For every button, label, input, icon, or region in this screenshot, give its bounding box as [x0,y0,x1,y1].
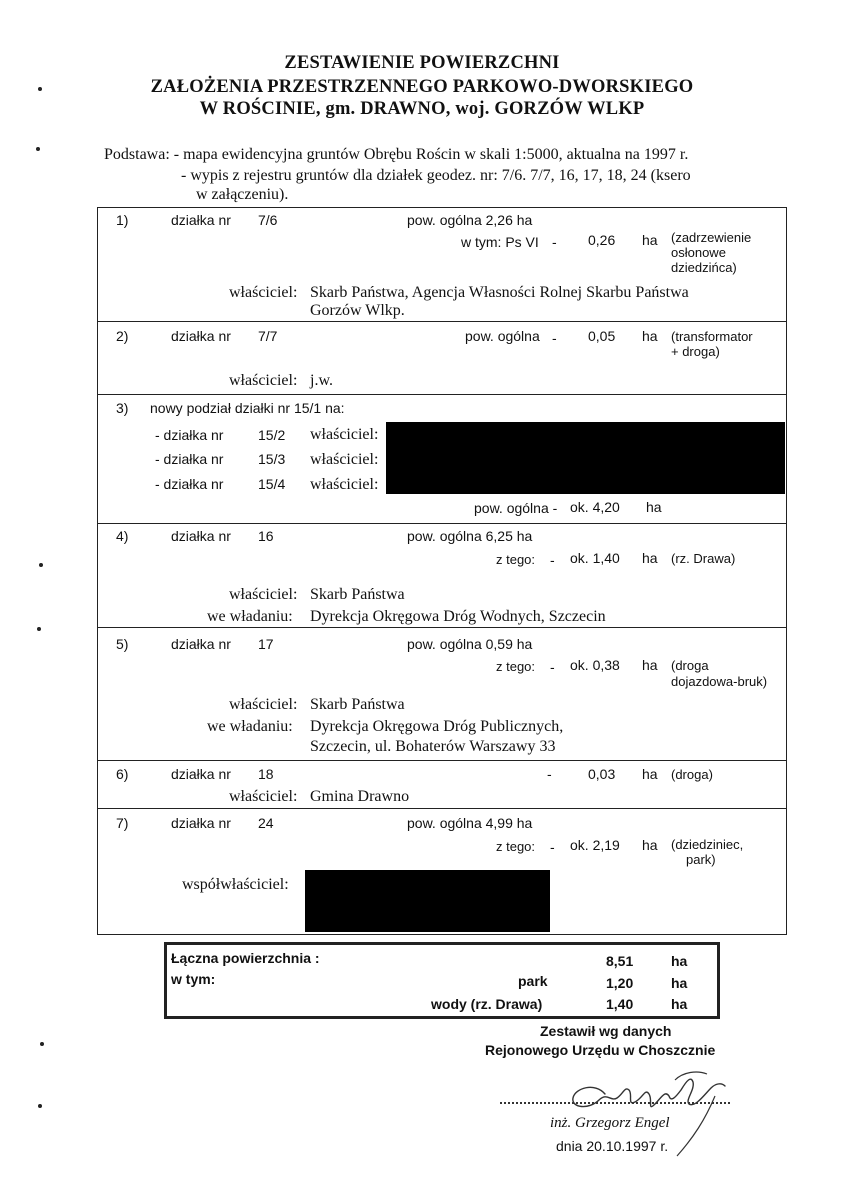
parcel-number: 16 [258,528,274,544]
owner-label: właściciel: [229,372,298,389]
total-area-value: 8,51 [606,953,634,969]
row-divider [97,523,787,524]
subparcel-label: - działka nr [155,451,224,467]
row-divider [97,808,787,809]
owner-name: Skarb Państwa, Agencja Własności Rolnej Skarbu Państwa [310,284,689,301]
owner-name: Skarb Państwa [310,696,405,713]
total-area: pow. ogólna 4,99 ha [407,815,533,831]
entry-number: 5) [116,636,129,652]
sub-area-label: z tego: [496,659,536,674]
owner-name: Gmina Drawno [310,788,410,805]
park-label: park [518,973,548,989]
owner-label: właściciel: [310,451,379,468]
margin-dot [37,627,41,631]
parcel-label: działka nr [171,528,231,544]
title-line-3: W ROŚCINIE, gm. DRAWNO, woj. GORZÓW WLKP [199,99,645,119]
margin-dot [40,1042,44,1046]
subparcel-label: - działka nr [155,476,224,492]
note: (droga [671,658,709,673]
unit: ha [671,953,688,969]
dash: - [550,659,555,675]
basis-line-3: w załączeniu). [196,186,289,203]
row-divider [97,627,787,628]
dash: - [550,839,555,855]
entry-number: 7) [116,815,129,831]
total-area: pow. ogólna 6,25 ha [407,528,533,544]
unit: ha [646,499,662,515]
unit: ha [671,996,688,1012]
owner-name: Gorzów Wlkp. [310,302,405,319]
unit: ha [642,232,658,248]
unit: ha [642,328,658,344]
entry-number: 4) [116,528,129,544]
total-area: pow. ogólna 0,59 ha [407,636,533,652]
note: + droga) [671,344,720,359]
manager-name: Dyrekcja Okręgowa Dróg Publicznych, [310,718,564,735]
margin-dot [38,1104,42,1108]
park-value: 1,20 [606,975,634,991]
water-value: 1,40 [606,996,634,1012]
basis-line-1: Podstawa: - mapa ewidencyjna gruntów Obrębu Rościn w skali 1:5000, aktualna na 1997 r. [104,146,689,163]
owner-label: właściciel: [229,788,298,805]
parcel-label: działka nr [171,328,231,344]
unit: ha [642,657,658,673]
owner-label: właściciel: [229,586,298,603]
entry-number: 2) [116,328,129,344]
note: osłonowe [671,245,726,260]
total-area-label: pow. ogólna [465,328,540,344]
note: (transformator [671,329,753,344]
dash: - [550,552,555,568]
margin-dot [36,147,40,151]
total-area-label: pow. ogólna - [474,500,558,516]
note: (dziedziniec, [671,837,744,852]
dash: - [552,234,557,250]
margin-dot [39,563,43,567]
redacted-owners [386,422,785,494]
entry-number: 1) [116,212,129,228]
parcel-number: 7/6 [258,212,278,228]
sub-area-label: w tym: Ps VI [461,234,539,250]
unit: ha [642,766,658,782]
sub-area-value: ok. 0,38 [570,657,620,673]
manager-label: we władaniu: [207,718,293,735]
note: dziedzińca) [671,260,737,275]
sub-area-value: ok. 1,40 [570,550,620,566]
note: (rz. Drawa) [671,551,736,566]
subparcel-label: - działka nr [155,427,224,443]
subparcel-number: 15/4 [258,476,286,492]
manager-name: Dyrekcja Okręgowa Dróg Wodnych, Szczecin [310,608,606,625]
unit: ha [642,550,658,566]
parcel-number: 24 [258,815,274,831]
unit: ha [671,975,688,991]
manager-name: Szczecin, ul. Bohaterów Warszawy 33 [310,738,556,755]
parcel-number: 18 [258,766,274,782]
note: (droga) [671,767,713,782]
signature-date: dnia 20.10.1997 r. [556,1138,669,1154]
sub-area-value: ok. 2,19 [570,837,620,853]
dash: - [547,766,552,782]
title-line-1: ZESTAWIENIE POWIERZCHNI [284,53,560,73]
entry-number: 6) [116,766,129,782]
owner-label: właściciel: [229,696,298,713]
parcel-number: 7/7 [258,328,278,344]
sub-area-value: 0,26 [588,232,616,248]
area-value: ok. 4,20 [570,499,620,515]
entry-number: 3) [116,400,129,416]
note: dojazdowa-bruk) [671,674,768,689]
parcel-label: działka nr [171,212,231,228]
sub-area-label: z tego: [496,552,536,567]
sub-area-label: z tego: [496,839,536,854]
subparcel-number: 15/2 [258,427,286,443]
compiled-by-line-2: Rejonowego Urzędu w Choszcznie [485,1042,716,1058]
unit: ha [642,837,658,853]
area-value: 0,05 [588,328,616,344]
compiled-by-line-1: Zestawił wg danych [540,1023,672,1039]
owner-label: właściciel: [310,426,379,443]
parcel-label: działka nr [171,815,231,831]
subdivision-heading: nowy podział działki nr 15/1 na: [150,400,345,416]
parcel-label: działka nr [171,636,231,652]
signature-line [500,1102,730,1104]
owner-label: właściciel: [310,476,379,493]
parcel-label: działka nr [171,766,231,782]
redacted-co-owners [305,870,550,932]
owner-name: j.w. [310,372,333,389]
row-divider [97,760,787,761]
co-owner-label: współwłaściciel: [182,876,289,893]
parcel-number: 17 [258,636,274,652]
note: (zadrzewienie [671,230,752,245]
of-which-label: w tym: [171,971,216,987]
title-line-2: ZAŁOŻENIA PRZESTRZENNEGO PARKOWO-DWORSKIEGO [150,77,694,97]
note: park) [686,852,716,867]
basis-line-2: - wypis z rejestru gruntów dla działek geodez. nr: 7/6. 7/7, 16, 17, 18, 24 (ksero [181,167,691,184]
manager-label: we władaniu: [207,608,293,625]
subparcel-number: 15/3 [258,451,286,467]
total-area: pow. ogólna 2,26 ha [407,212,533,228]
row-divider [97,394,787,395]
water-label: wody (rz. Drawa) [431,996,543,1012]
area-value: 0,03 [588,766,616,782]
owner-name: Skarb Państwa [310,586,405,603]
signatory-name: inż. Grzegorz Engel [550,1115,670,1131]
row-divider [97,321,787,322]
owner-label: właściciel: [229,284,298,301]
dash: - [552,330,557,346]
total-area-label: Łączna powierzchnia : [171,950,320,966]
